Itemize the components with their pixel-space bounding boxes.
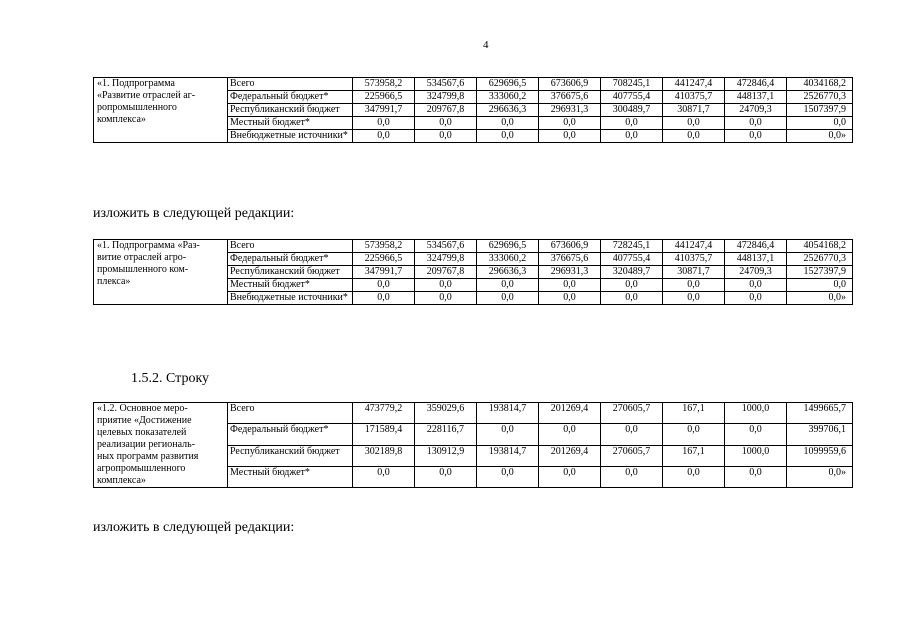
year-value-cell: 167,1 — [663, 403, 725, 424]
year-value-cell: 228116,7 — [415, 424, 477, 445]
year-value-cell: 534567,6 — [415, 78, 477, 91]
funding-source-cell: Федеральный бюджет* — [228, 91, 353, 104]
program-name-line: «Развитие отраслей аг- — [97, 90, 196, 101]
year-value-cell: 441247,4 — [663, 240, 725, 253]
year-value-cell: 0,0 — [725, 117, 787, 130]
year-value-cell: 0,0 — [539, 117, 601, 130]
year-value-cell: 225966,5 — [353, 253, 415, 266]
total-value-cell: 1099959,6 — [787, 445, 853, 466]
year-value-cell: 0,0 — [601, 292, 663, 305]
program-name-line: комплекса» — [97, 114, 146, 125]
year-value-cell: 0,0 — [725, 466, 787, 487]
year-value-cell: 300489,7 — [601, 104, 663, 117]
total-value-cell: 2526770,3 — [787, 91, 853, 104]
year-value-cell: 24709,3 — [725, 104, 787, 117]
program-name-line: плекса» — [97, 276, 131, 287]
program-name-cell — [94, 403, 228, 488]
total-value-cell: 0,0» — [787, 292, 853, 305]
program-name-line: ных программ развития — [97, 451, 199, 462]
year-value-cell: 201269,4 — [539, 403, 601, 424]
funding-source-cell: Республиканский бюджет — [228, 445, 353, 466]
funding-source-cell: Местный бюджет* — [228, 466, 353, 487]
funding-source-cell: Местный бюджет* — [228, 279, 353, 292]
table-row — [94, 403, 853, 424]
year-value-cell: 0,0 — [477, 424, 539, 445]
year-value-cell: 448137,1 — [725, 253, 787, 266]
year-value-cell: 0,0 — [601, 117, 663, 130]
year-value-cell: 171589,4 — [353, 424, 415, 445]
year-value-cell: 0,0 — [663, 279, 725, 292]
year-value-cell: 0,0 — [353, 130, 415, 143]
year-value-cell: 0,0 — [415, 130, 477, 143]
year-value-cell: 0,0 — [539, 424, 601, 445]
funding-source-cell: Федеральный бюджет* — [228, 424, 353, 445]
program-name-line: агропромышленного — [97, 463, 186, 474]
year-value-cell: 376675,6 — [539, 253, 601, 266]
year-value-cell: 0,0 — [353, 117, 415, 130]
total-value-cell: 1507397,9 — [787, 104, 853, 117]
year-value-cell: 193814,7 — [477, 403, 539, 424]
year-value-cell: 0,0 — [415, 292, 477, 305]
year-value-cell: 0,0 — [663, 292, 725, 305]
year-value-cell: 320489,7 — [601, 266, 663, 279]
year-value-cell: 209767,8 — [415, 266, 477, 279]
year-value-cell: 1000,0 — [725, 403, 787, 424]
year-value-cell: 130912,9 — [415, 445, 477, 466]
program-name-cell — [94, 240, 228, 305]
year-value-cell: 324799,8 — [415, 253, 477, 266]
year-value-cell: 296931,3 — [539, 104, 601, 117]
year-value-cell: 376675,6 — [539, 91, 601, 104]
funding-source-cell: Всего — [228, 240, 353, 253]
funding-source-cell: Внебюджетные источники* — [228, 130, 353, 143]
year-value-cell: 270605,7 — [601, 403, 663, 424]
year-value-cell: 0,0 — [477, 292, 539, 305]
year-value-cell: 209767,8 — [415, 104, 477, 117]
program-name-line: ропромышленного — [97, 102, 177, 113]
program-name-line: «1. Подпрограмма «Раз- — [97, 240, 200, 251]
year-value-cell: 333060,2 — [477, 253, 539, 266]
year-value-cell: 302189,8 — [353, 445, 415, 466]
year-value-cell: 473779,2 — [353, 403, 415, 424]
year-value-cell: 0,0 — [663, 117, 725, 130]
year-value-cell: 0,0 — [539, 130, 601, 143]
program-name-line: «1.2. Основное меро- — [97, 403, 188, 414]
year-value-cell: 472846,4 — [725, 78, 787, 91]
total-value-cell: 0,0 — [787, 279, 853, 292]
year-value-cell: 0,0 — [415, 466, 477, 487]
year-value-cell: 296636,3 — [477, 266, 539, 279]
year-value-cell: 407755,4 — [601, 91, 663, 104]
year-value-cell: 0,0 — [539, 279, 601, 292]
funding-source-cell: Федеральный бюджет* — [228, 253, 353, 266]
year-value-cell: 0,0 — [601, 279, 663, 292]
year-value-cell: 0,0 — [601, 424, 663, 445]
funding-source-cell: Республиканский бюджет — [228, 104, 353, 117]
year-value-cell: 0,0 — [353, 466, 415, 487]
year-value-cell: 0,0 — [353, 292, 415, 305]
program-name-line: «1. Подпрограмма — [97, 78, 175, 89]
program-name-cell — [94, 78, 228, 143]
funding-source-cell: Всего — [228, 403, 353, 424]
year-value-cell: 333060,2 — [477, 91, 539, 104]
year-value-cell: 193814,7 — [477, 445, 539, 466]
table-row — [94, 240, 853, 253]
year-value-cell: 0,0 — [477, 117, 539, 130]
year-value-cell: 201269,4 — [539, 445, 601, 466]
program-name-line: целевых показателей — [97, 427, 187, 438]
year-value-cell: 728245,1 — [601, 240, 663, 253]
year-value-cell: 708245,1 — [601, 78, 663, 91]
year-value-cell: 0,0 — [477, 130, 539, 143]
year-value-cell: 410375,7 — [663, 91, 725, 104]
funding-source-cell: Местный бюджет* — [228, 117, 353, 130]
year-value-cell: 0,0 — [663, 424, 725, 445]
budget-table-2 — [93, 239, 853, 305]
total-value-cell: 4034168,2 — [787, 78, 853, 91]
year-value-cell: 0,0 — [353, 279, 415, 292]
funding-source-cell: Внебюджетные источники* — [228, 292, 353, 305]
year-value-cell: 0,0 — [477, 466, 539, 487]
year-value-cell: 0,0 — [663, 130, 725, 143]
year-value-cell: 347991,7 — [353, 266, 415, 279]
year-value-cell: 573958,2 — [353, 240, 415, 253]
year-value-cell: 296931,3 — [539, 266, 601, 279]
year-value-cell: 0,0 — [601, 466, 663, 487]
total-value-cell: 1499665,7 — [787, 403, 853, 424]
program-name-line: комплекса» — [97, 475, 146, 486]
year-value-cell: 673606,9 — [539, 78, 601, 91]
year-value-cell: 573958,2 — [353, 78, 415, 91]
total-value-cell: 0,0» — [787, 130, 853, 143]
program-name-line: промышленного ком- — [97, 264, 189, 275]
paragraph-instruction-1: изложить в следующей редакции: — [93, 206, 295, 221]
total-value-cell: 399706,1 — [787, 424, 853, 445]
funding-source-cell: Республиканский бюджет — [228, 266, 353, 279]
year-value-cell: 167,1 — [663, 445, 725, 466]
year-value-cell: 30871,7 — [663, 266, 725, 279]
paragraph-section-heading: 1.5.2. Строку — [131, 371, 210, 386]
year-value-cell: 0,0 — [725, 130, 787, 143]
total-value-cell: 4054168,2 — [787, 240, 853, 253]
year-value-cell: 0,0 — [663, 466, 725, 487]
year-value-cell: 0,0 — [539, 466, 601, 487]
year-value-cell: 448137,1 — [725, 91, 787, 104]
year-value-cell: 0,0 — [477, 279, 539, 292]
year-value-cell: 673606,9 — [539, 240, 601, 253]
funding-source-cell: Всего — [228, 78, 353, 91]
paragraph-instruction-2: изложить в следующей редакции: — [93, 520, 295, 535]
year-value-cell: 472846,4 — [725, 240, 787, 253]
budget-table-3 — [93, 402, 853, 488]
year-value-cell: 0,0 — [725, 292, 787, 305]
year-value-cell: 0,0 — [601, 130, 663, 143]
year-value-cell: 270605,7 — [601, 445, 663, 466]
year-value-cell: 0,0 — [725, 279, 787, 292]
year-value-cell: 347991,7 — [353, 104, 415, 117]
year-value-cell: 0,0 — [539, 292, 601, 305]
year-value-cell: 534567,6 — [415, 240, 477, 253]
total-value-cell: 0,0» — [787, 466, 853, 487]
year-value-cell: 324799,8 — [415, 91, 477, 104]
budget-table-1 — [93, 77, 853, 143]
total-value-cell: 2526770,3 — [787, 253, 853, 266]
year-value-cell: 407755,4 — [601, 253, 663, 266]
total-value-cell: 0,0 — [787, 117, 853, 130]
year-value-cell: 629696,5 — [477, 78, 539, 91]
year-value-cell: 0,0 — [415, 117, 477, 130]
year-value-cell: 629696,5 — [477, 240, 539, 253]
total-value-cell: 1527397,9 — [787, 266, 853, 279]
year-value-cell: 441247,4 — [663, 78, 725, 91]
table-row — [94, 78, 853, 91]
year-value-cell: 0,0 — [725, 424, 787, 445]
year-value-cell: 1000,0 — [725, 445, 787, 466]
year-value-cell: 359029,6 — [415, 403, 477, 424]
year-value-cell: 296636,3 — [477, 104, 539, 117]
program-name-line: приятие «Достижение — [97, 415, 192, 426]
program-name-line: витие отраслей агро- — [97, 252, 187, 263]
year-value-cell: 225966,5 — [353, 91, 415, 104]
year-value-cell: 24709,3 — [725, 266, 787, 279]
page-number: 4 — [483, 39, 489, 51]
year-value-cell: 410375,7 — [663, 253, 725, 266]
program-name-line: реализации региональ- — [97, 439, 196, 450]
year-value-cell: 30871,7 — [663, 104, 725, 117]
year-value-cell: 0,0 — [415, 279, 477, 292]
